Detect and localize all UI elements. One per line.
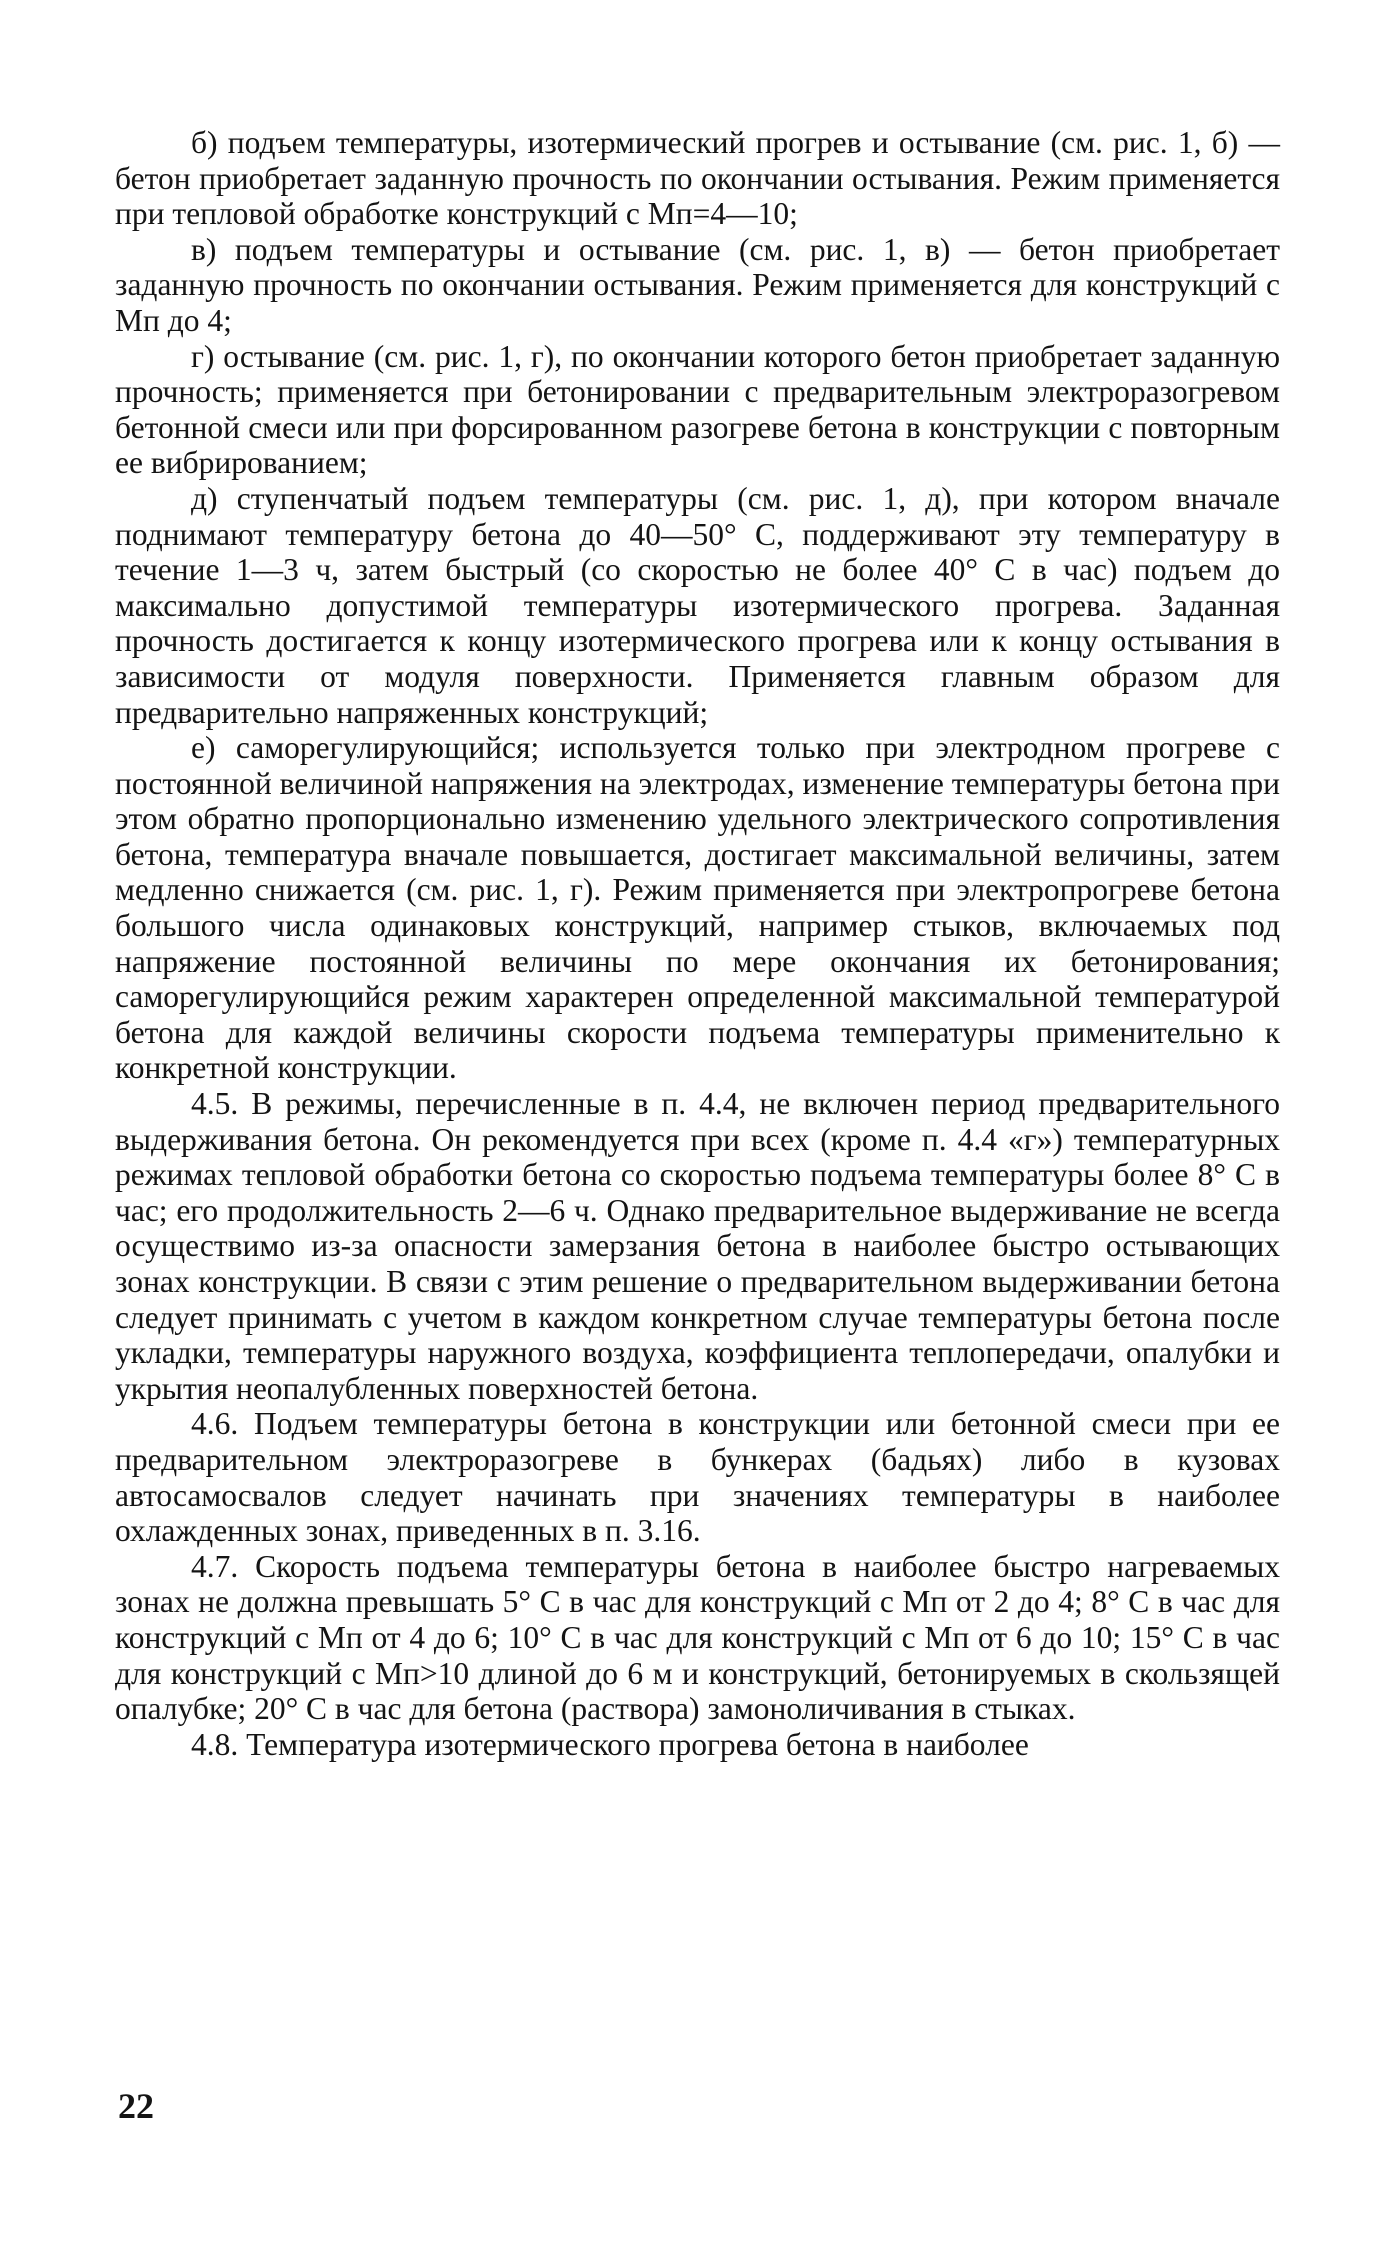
paragraph-b: б) подъем температуры, изотермический прогрев и остывание (см. рис. 1, б) — бетон приобретает заданную прочность по окончании остывания. Режим применяется при тепловой обработке конструкций с Мп=4—10; [115,125,1280,232]
paragraph-4-6: 4.6. Подъем температуры бетона в конструкции или бетонной смеси при ее предварительном электроразогреве в бункерах (бадьях) либо в кузовах автосамосвалов следует начинать при значениях температуры в наиболее охлажденных зонах, приведенных в п. 3.16. [115,1406,1280,1549]
page-body [115,125,1280,1762]
paragraph-g: г) остывание (см. рис. 1, г), по окончании которого бетон приобретает заданную прочность; применяется при бетонировании с предварительным электроразогревом бетонной смеси или при форсированном разогреве бетона в конструкции с повторным ее вибрированием; [115,338,1280,481]
page-number: 22 [118,2086,154,2126]
paragraph-4-7: 4.7. Скорость подъема температуры бетона в наиболее быстро нагреваемых зонах не должна превышать 5° С в час для конструкций с Мп от 2 до 4; 8° С в час для конструкций с Мп от 4 до 6; 10° С в час для конструкций с Мп от 6 до 10; 15° С в час для конструкций с Мп>10 длиной до 6 м и конструкций, бетонируемых в скользящей опалубке; 20° С в час для бетона (раствора) замоноличивания в стыках. [115,1548,1280,1727]
paragraph-4-5: 4.5. В режимы, перечисленные в п. 4.4, не включен период предварительного выдерживания бетона. Он рекомендуется при всех (кроме п. 4.4 «г») температурных режимах тепловой обработки бетона со скоростью подъема температуры более 8° С в час; его продолжительность 2—6 ч. Однако предварительное выдерживание не всегда осуществимо из-за опасности замерзания бетона в наиболее быстро остывающих зонах конструкции. В связи с этим решение о предварительном выдерживании бетона следует принимать с учетом в каждом конкретном случае температуры бетона после укладки, температуры наружного воздуха, коэффициента теплопередачи, опалубки и укрытия неопалубленных поверхностей бетона. [115,1086,1280,1406]
paragraph-4-8: 4.8. Температура изотермического прогрева бетона в наиболее [191,1726,1029,1762]
paragraph-v: в) подъем температуры и остывание (см. рис. 1, в) — бетон приобретает заданную прочность по окончании остывания. Режим применяется для конструкций с Мп до 4; [115,231,1280,338]
paragraph-e: е) саморегулирующийся; используется только при электродном прогреве с постоянной величиной напряжения на электродах, изменение температуры бетона при этом обратно пропорционально изменению удельного электрического сопротивления бетона, температура вначале повышается, достигает максимальной величины, затем медленно снижается (см. рис. 1, г). Режим применяется при электропрогреве бетона большого числа одинаковых конструкций, например стыков, включаемых под напряжение постоянной величины по мере окончания их бетонирования; саморегулирующийся режим характерен определенной максимальной температурой бетона для каждой величины скорости подъема температуры применительно к конкретной конструкции. [115,730,1280,1086]
paragraph-d: д) ступенчатый подъем температуры (см. рис. 1, д), при котором вначале поднимают температуру бетона до 40—50° С, поддерживают эту температуру в течение 1—3 ч, затем быстрый (со скоростью не более 40° С в час) подъем до максимально допустимой температуры изотермического прогрева. Заданная прочность достигается к концу изотермического прогрева или к концу остывания в зависимости от модуля поверхности. Применяется главным образом для предварительно напряженных конструкций; [115,480,1280,730]
